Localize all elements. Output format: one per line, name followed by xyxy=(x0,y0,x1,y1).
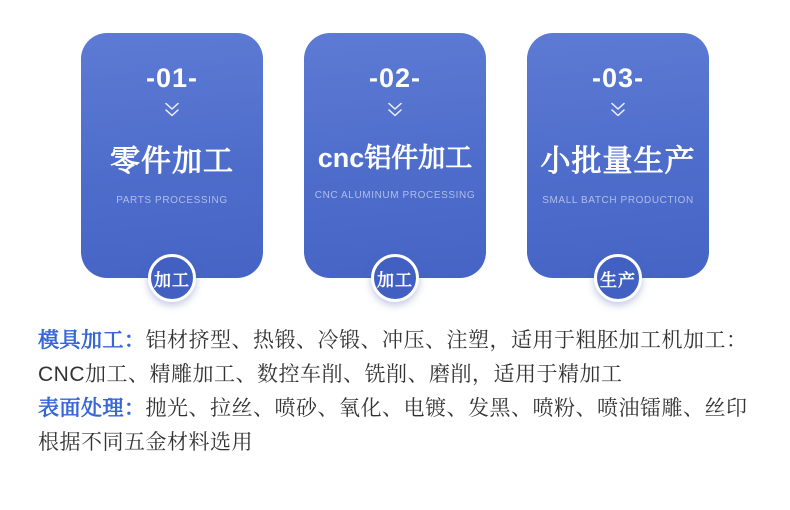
surface-treatment-text-line1: 抛光、拉丝、喷砂、氧化、电镀、发黑、喷粉、喷油镭雕、丝印 xyxy=(145,397,748,420)
card-title: cnc铝件加工 xyxy=(317,143,473,173)
card-subtitle: PARTS PROCESSING xyxy=(116,195,228,206)
mold-processing-text-line2: CNC加工、精雕加工、数控车削、铣削、磨削，适用于精加工 xyxy=(38,363,623,386)
card-badge xyxy=(371,254,419,302)
chevron-double-down-icon xyxy=(527,102,709,120)
surface-treatment-text-line2: 根据不同五金材料选用 xyxy=(38,431,253,454)
process-card-1 xyxy=(81,33,263,290)
card-number: -03- xyxy=(591,63,644,93)
chevron-double-down-icon xyxy=(304,102,486,120)
process-description xyxy=(38,324,762,460)
process-card-3 xyxy=(527,33,709,290)
card-subtitle: SMALL BATCH PRODUCTION xyxy=(542,195,694,206)
card-title: 零件加工 xyxy=(110,145,234,178)
mold-processing-paragraph xyxy=(38,324,762,392)
mold-processing-label: 模具加工： xyxy=(38,329,146,352)
process-cards-row xyxy=(0,33,790,290)
card-badge-label: 加工 xyxy=(154,270,190,290)
card-badge-label: 生产 xyxy=(600,270,636,290)
card-badge xyxy=(148,254,196,302)
card-badge-label: 加工 xyxy=(377,270,413,290)
card-number: -02- xyxy=(368,63,421,93)
chevron-double-down-icon xyxy=(81,102,263,120)
card-title: 小批量生产 xyxy=(540,145,696,178)
surface-treatment-paragraph xyxy=(38,392,762,460)
surface-treatment-label: 表面处理： xyxy=(38,397,146,420)
process-card-2 xyxy=(304,33,486,290)
card-subtitle: CNC ALUMINUM PROCESSING xyxy=(314,190,476,201)
card-badge xyxy=(594,254,642,302)
mold-processing-text-line1: 铝材挤型、热锻、冷锻、冲压、注塑，适用于粗胚加工机加工： xyxy=(145,329,748,352)
card-number: -01- xyxy=(145,63,198,93)
